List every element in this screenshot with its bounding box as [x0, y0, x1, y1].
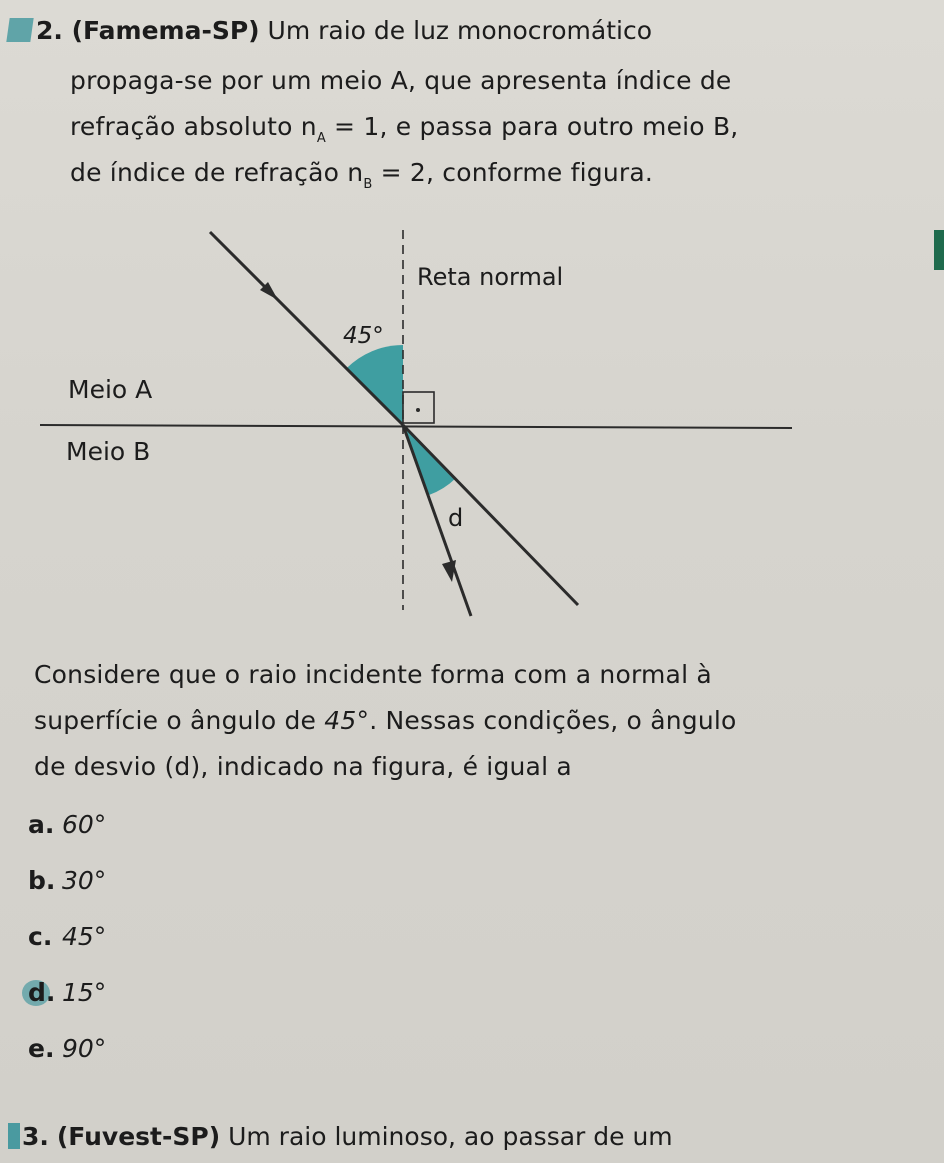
question-line2: propaga-se por um meio A, que apresenta índice de [70, 66, 732, 95]
next-question [8, 1122, 673, 1151]
option-value: 90° [62, 1034, 107, 1063]
refraction-angle-wedge [403, 425, 456, 495]
right-angle-dot [416, 408, 420, 412]
subscript-a: A [316, 131, 326, 146]
interface-line [40, 425, 792, 428]
option-letter-text: d. [28, 978, 56, 1007]
refraction-figure [0, 220, 944, 630]
subscript-b: B [363, 177, 373, 192]
next-question-source: (Fuvest-SP) [56, 1122, 221, 1151]
question-line4 [70, 158, 654, 192]
question-line4-rest: = 2, conforme figura. [372, 158, 654, 187]
question-line3-rest: = 1, e passa para outro meio B, [325, 112, 739, 141]
prompt-line1: Considere que o raio incidente forma com a normal à [34, 660, 712, 689]
normal-label: Reta normal [417, 263, 564, 291]
prompt-line2 [34, 706, 737, 735]
question-line3 [70, 112, 739, 146]
option-value: 60° [62, 810, 107, 839]
prompt-angle: 45° [324, 706, 370, 735]
incidence-angle-wedge [346, 345, 403, 425]
angle-label: 45° [343, 323, 384, 349]
right-angle-marker [403, 392, 434, 423]
option-letter: c. [28, 922, 53, 951]
question-line4-text: de índice de refração n [70, 158, 364, 187]
checkbox-icon [8, 1123, 20, 1149]
option-d[interactable] [28, 978, 106, 1007]
prompt-line2-text: superfície o ângulo de [34, 706, 325, 735]
option-b[interactable] [28, 866, 106, 895]
refracted-arrow-icon [442, 560, 456, 582]
question-line3-text: refração absoluto n [70, 112, 317, 141]
straight-continuation [403, 425, 578, 605]
question-header [16, 16, 653, 45]
question-source: (Famema-SP) [71, 16, 260, 45]
option-a[interactable] [28, 810, 106, 839]
medium-b-label: Meio B [66, 437, 151, 466]
option-letter: e. [28, 1034, 55, 1063]
option-value: 30° [62, 866, 107, 895]
medium-a-label: Meio A [68, 375, 153, 404]
option-value: 15° [62, 978, 107, 1007]
next-question-text: Um raio luminoso, ao passar de um [220, 1122, 673, 1151]
option-letter: b. [28, 866, 56, 895]
option-c[interactable] [28, 922, 106, 951]
deviation-label: d [448, 504, 464, 532]
option-e[interactable] [28, 1034, 106, 1063]
next-question-number: 3. [22, 1122, 49, 1151]
question-line1: Um raio de luz monocromático [259, 16, 653, 45]
question-number: 2. [36, 16, 63, 45]
option-value: 45° [62, 922, 107, 951]
option-letter [28, 978, 62, 1007]
prompt-line2-rest: . Nessas condições, o ângulo [369, 706, 737, 735]
prompt-line3: de desvio (d), indicado na figura, é igual a [34, 752, 572, 781]
option-letter: a. [28, 810, 55, 839]
